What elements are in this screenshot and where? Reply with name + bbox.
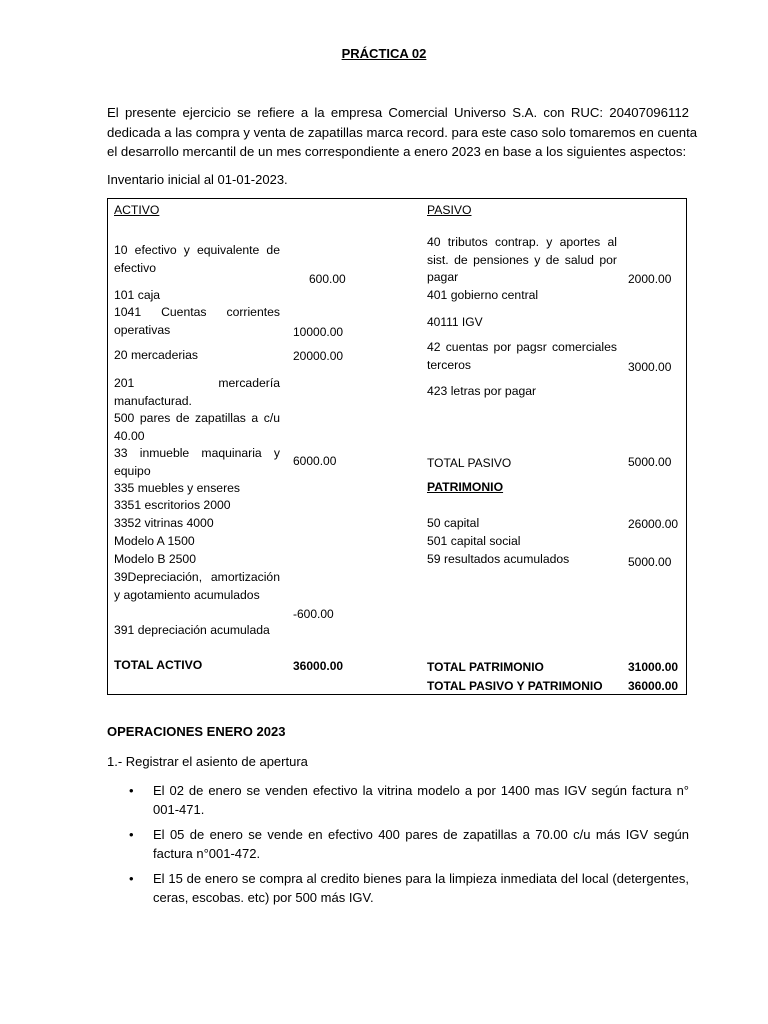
activo-value-efectivo: 600.00 <box>309 272 346 286</box>
pasivo-gobierno: 401 gobierno central <box>427 288 539 302</box>
balance-table <box>107 198 687 695</box>
patrimonio-value-total: 31000.00 <box>628 660 679 674</box>
page-title: PRÁCTICA 02 <box>341 46 427 61</box>
pasivo-cuentas-pagar: 42 cuentas por pagsr comerciales terceros <box>427 340 617 372</box>
activo-value-inmueble: 6000.00 <box>293 454 337 468</box>
pasivo-total-label: TOTAL PASIVO <box>427 456 512 470</box>
bullet-icon: • <box>129 827 134 842</box>
patrimonio-value-resultados: 5000.00 <box>628 555 672 569</box>
activo-caja: 101 caja <box>114 288 161 302</box>
list-item-text: El 15 de enero se compra al credito bienes para la limpieza inmediata del local (detergentes, ceras, escobas. etc) por 500 más IGV. <box>153 871 689 905</box>
register-item: 1.- Registrar el asiento de apertura <box>107 754 308 769</box>
pasivo-value-total: 5000.00 <box>628 455 672 469</box>
activo-vitrinas: 3352 vitrinas 4000 <box>114 516 214 530</box>
intro-paragraph <box>107 103 698 162</box>
pasivo-igv: 40111 IGV <box>427 315 483 329</box>
inventory-heading: Inventario inicial al 01-01-2023. <box>107 172 288 187</box>
activo-modelo-b: Modelo B 2500 <box>114 552 196 566</box>
pasivo-header: PASIVO <box>427 203 472 217</box>
list-item-text: El 02 de enero se venden efectivo la vitrina modelo a por 1400 mas IGV según factura n° 001-471. <box>153 783 689 817</box>
operations-list <box>107 781 689 913</box>
pasivo-value-tributos: 2000.00 <box>628 272 672 286</box>
patrimonio-header: PATRIMONIO <box>427 480 504 494</box>
activo-pares: 500 pares de zapatillas a c/u 40.00 <box>114 411 280 443</box>
activo-escritorios: 3351 escritorios 2000 <box>114 498 231 512</box>
activo-total-label: TOTAL ACTIVO <box>114 658 203 672</box>
activo-cuentas: 1041 Cuentas corrientes operativas <box>114 305 280 337</box>
bullet-icon: • <box>129 871 134 886</box>
activo-header: ACTIVO <box>114 203 160 217</box>
operations-heading: OPERACIONES ENERO 2023 <box>107 724 286 739</box>
list-item <box>107 869 689 907</box>
activo-mercaderia-manuf: 201 mercadería manufacturad. <box>114 376 280 408</box>
list-item <box>107 825 689 863</box>
patrimonio-total-label: TOTAL PATRIMONIO <box>427 660 544 674</box>
activo-depreciacion: 39Depreciación, amortización y agotamiento acumulados <box>114 570 280 602</box>
activo-value-cuentas: 10000.00 <box>293 325 344 339</box>
bullet-icon: • <box>129 783 134 798</box>
patrimonio-value-capital: 26000.00 <box>628 517 679 531</box>
pasivo-patrimonio-value-total: 36000.00 <box>628 679 679 693</box>
patrimonio-capital-social: 501 capital social <box>427 534 521 548</box>
activo-muebles: 335 muebles y enseres <box>114 481 241 495</box>
list-item-text: El 05 de enero se vende en efectivo 400 pares de zapatillas a 70.00 c/u más IGV según factura n°001-472. <box>153 827 689 861</box>
patrimonio-capital: 50 capital <box>427 516 480 530</box>
patrimonio-resultados: 59 resultados acumulados <box>427 552 570 566</box>
activo-value-depreciacion: -600.00 <box>293 607 334 621</box>
pasivo-tributos: 40 tributos contrap. y aportes al sist. de pensiones y de salud por pagar <box>427 235 617 284</box>
activo-value-mercaderias: 20000.00 <box>293 349 344 363</box>
pasivo-letras: 423 letras por pagar <box>427 384 537 398</box>
activo-value-total: 36000.00 <box>293 659 344 673</box>
pasivo-patrimonio-total-label: TOTAL PASIVO Y PATRIMONIO <box>427 679 603 693</box>
activo-inmueble: 33 inmueble maquinaria y equipo <box>114 446 280 478</box>
intro-line: El presente ejercicio se refiere a la empresa Comercial Universo S.A. con RUC: 20407096112 <box>107 105 689 120</box>
activo-mercaderias: 20 mercaderias <box>114 348 198 362</box>
pasivo-value-cuentas-pagar: 3000.00 <box>628 360 672 374</box>
activo-modelo-a: Modelo A 1500 <box>114 534 195 548</box>
list-item <box>107 781 689 819</box>
intro-line: dedicada a las compra y venta de zapatillas marca record. para este caso solo tomaremos en cuenta <box>107 124 698 140</box>
activo-efectivo: 10 efectivo y equivalente de efectivo <box>114 243 280 275</box>
activo-dep-acum: 391 depreciación acumulada <box>114 623 270 637</box>
intro-line: el desarrollo mercantil de un mes correspondiente a enero 2023 en base a los siguientes aspectos: <box>107 144 687 159</box>
